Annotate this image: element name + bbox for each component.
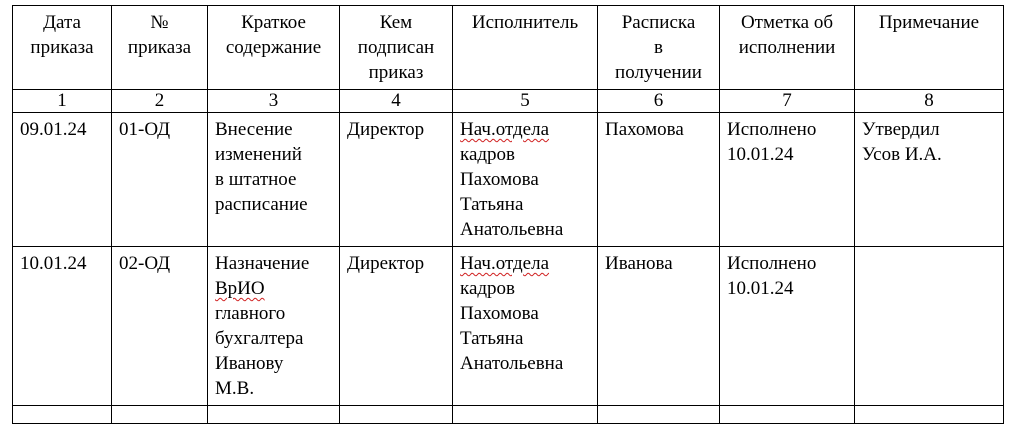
header-signed-by: Кем подписан приказ	[340, 6, 453, 90]
orders-journal-table	[12, 5, 1004, 424]
header-executor: Исполнитель	[453, 6, 598, 90]
column-number: 5	[453, 90, 598, 113]
column-number: 3	[208, 90, 340, 113]
table-row	[13, 247, 1004, 406]
completion-cell: Исполнено 10.01.24	[720, 113, 855, 247]
table-header-row	[13, 6, 1004, 90]
order-number-cell: 01-ОД	[112, 113, 208, 247]
signed-by-cell: Директор	[340, 113, 453, 247]
header-note: Примечание	[855, 6, 1004, 90]
summary-line: Назначение	[215, 253, 310, 274]
header-order-number: № приказа	[112, 6, 208, 90]
executor-cell	[453, 113, 598, 247]
header-order-date: Дата приказа	[13, 6, 112, 90]
empty-cell	[208, 406, 340, 424]
empty-cell	[855, 406, 1004, 424]
order-date-cell: 10.01.24	[13, 247, 112, 406]
note-cell	[855, 247, 1004, 406]
empty-cell	[720, 406, 855, 424]
column-number-row	[13, 90, 1004, 113]
column-number: 2	[112, 90, 208, 113]
receipt-cell: Иванова	[598, 247, 720, 406]
header-completion-mark: Отметка об исполнении	[720, 6, 855, 90]
order-number-cell: 02-ОД	[112, 247, 208, 406]
summary-cell	[208, 247, 340, 406]
column-number: 1	[13, 90, 112, 113]
executor-cell	[453, 247, 598, 406]
empty-cell	[453, 406, 598, 424]
empty-cell	[340, 406, 453, 424]
note-cell: Утвердил Усов И.А.	[855, 113, 1004, 247]
empty-table-row	[13, 406, 1004, 424]
executor-name: кадров Пахомова Татьяна Анатольевна	[460, 144, 564, 240]
order-date-cell: 09.01.24	[13, 113, 112, 247]
summary-rest: главного бухгалтера Иванову М.В.	[215, 303, 304, 399]
header-summary: Краткое содержание	[208, 6, 340, 90]
empty-cell	[598, 406, 720, 424]
executor-position-abbr: Нач.отдела	[460, 253, 550, 274]
receipt-cell: Пахомова	[598, 113, 720, 247]
summary-cell: Внесение изменений в штатное расписание	[208, 113, 340, 247]
column-number: 4	[340, 90, 453, 113]
table-row	[13, 113, 1004, 247]
summary-abbr: ВрИО	[215, 278, 265, 299]
signed-by-cell: Директор	[340, 247, 453, 406]
header-receipt: Расписка в получении	[598, 6, 720, 90]
executor-name: кадров Пахомова Татьяна Анатольевна	[460, 278, 564, 374]
completion-cell: Исполнено 10.01.24	[720, 247, 855, 406]
column-number: 8	[855, 90, 1004, 113]
empty-cell	[13, 406, 112, 424]
column-number: 6	[598, 90, 720, 113]
empty-cell	[112, 406, 208, 424]
column-number: 7	[720, 90, 855, 113]
executor-position-abbr: Нач.отдела	[460, 119, 550, 140]
